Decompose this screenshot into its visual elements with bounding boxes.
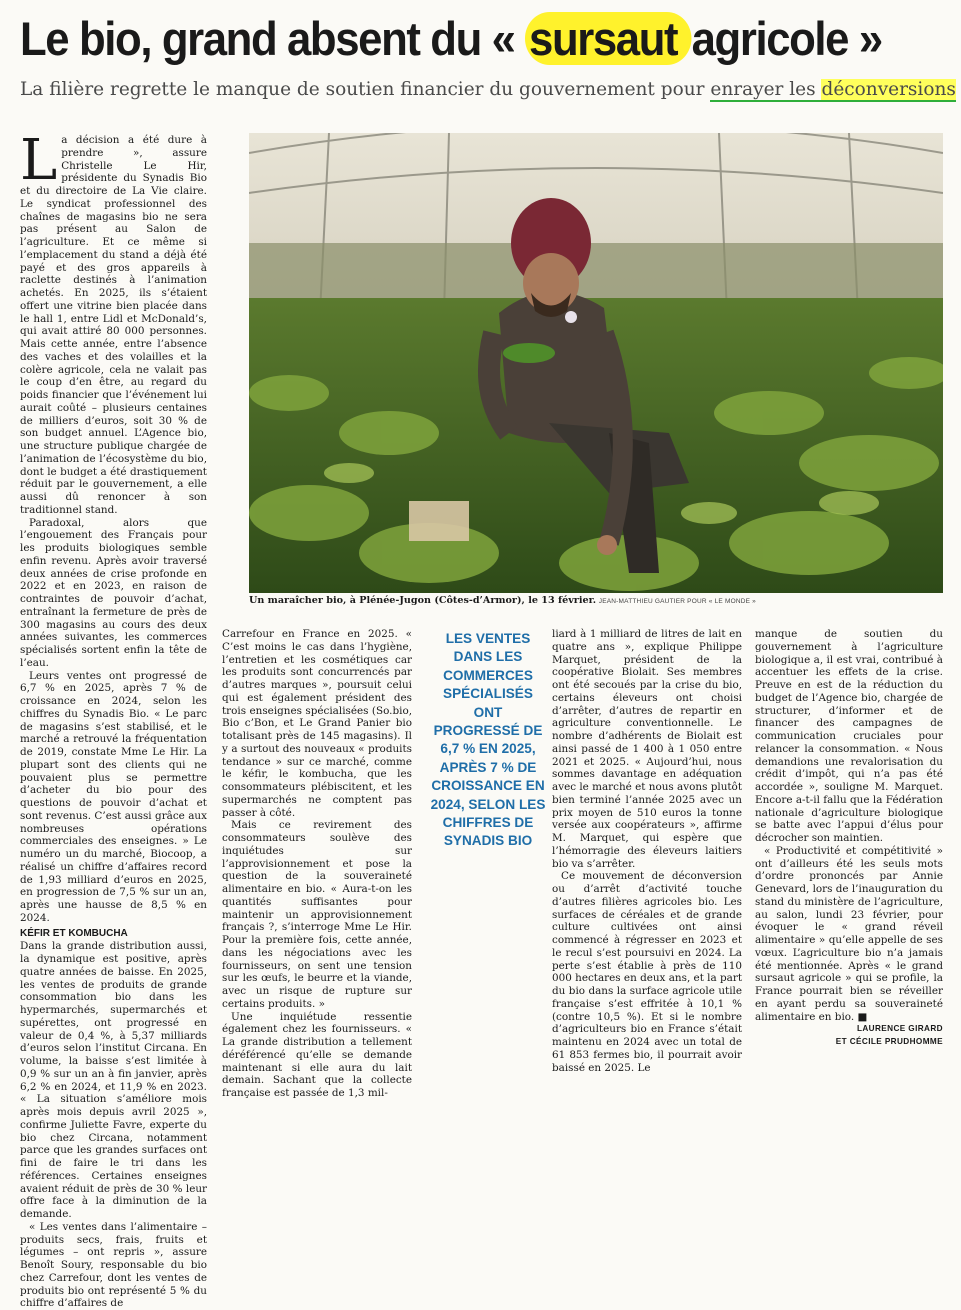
photo-credit: JEAN-MATTHIEU GAUTIER POUR « LE MONDE » xyxy=(598,598,756,605)
subhead-underline: enrayer les xyxy=(710,79,822,100)
dropcap: L xyxy=(20,128,58,193)
subheadline xyxy=(20,75,956,105)
paragraph: Mais ce revirement des consommateurs soulève des inquiétudes sur l’approvisionnement et pose la question de la souveraineté alimentaire en bio. « Aura-t-on les quantités suffisantes pour maintenir un approvisionnement français ?, s’interroge Mme Le Hir. Pour la première fois, cette année, dans les négociations avec les fournisseurs, on sent une tension sur les œufs, le beurre et la viande, avec un risque de rupture sur certains produits. » xyxy=(222,819,412,1010)
paragraph: « Productivité et compétitivité » ont d’ailleurs été les seuls mots d’ordre prononcés par Annie Genevard, lors de l’inauguration du stand du ministère de l’agriculture, au salon, lundi 23 février, pour évoquer le « grand réveil alimentaire » qu’elle appelle de ses vœux. L’agriculture bio n’a jamais été mentionnée. Après « le grand sursaut agricole » qui se profile, la France pourrait bien se réveiller en ayant perdu sa souveraineté alimentaire en bio. ■ xyxy=(755,844,943,1023)
author-signature-1: LAURENCE GIRARD xyxy=(856,1024,943,1034)
paragraph: Une inquiétude ressentie également chez les fournisseurs. « La grande distribution a tellement déréférencé qu’elle se demande maintenant si elle aura du lait demain. Sachant que la collecte française est passée de 1,3 mil- xyxy=(222,1010,412,1099)
paragraph: manque de soutien du gouvernement à l’agriculture biologique a, il est vrai, contribué à accentuer les effets de la crise. Preuve en est de la réduction du budget de l’Agence bio, chargée de structurer, d’informer et de financer des campagnes de communication cruciales pour relancer la consommation. « Nous demandions une revalorisation du crédit d’impôt, qui n’a pas été accordée », souligne M. Marquet. Encore a-t-il fallu que la Fédération nationale d’agriculture biologique se batte avec l’appui d’élus pour décrocher son maintien. xyxy=(755,628,943,844)
paragraph: Leurs ventes ont progressé de 6,7 % en 2025, après 7 % de croissance en 2024, selon les chiffres du Synadis Bio. « Le parc de magasins s’est stabilisé, et le marché a retrouvé la fréquentation de 2019, constate Mme Le Hir. La plupart sont des clients qui ne pouvaient plus se permettre d’acheter du bio pour des questions de pouvoir d’achat et sont revenus. C’est aussi grâce aux nombreuses opérations commerciales des enseignes. » Le numéro un du marché, Biocoop, a réalisé un chiffre d’affaires record de 1,93 milliard d’euros en 2025, en progression de 7,5 % sur un an, après une hausse de 8,5 % en 2024. xyxy=(20,669,207,924)
subhead-highlight: déconversions xyxy=(821,79,956,100)
headline-part2: agricole » xyxy=(691,12,882,65)
section-heading: KÉFIR ET KOMBUCHA xyxy=(20,927,128,939)
headline xyxy=(20,6,885,72)
article-column-1 xyxy=(20,128,207,1310)
paragraph: Paradoxal, alors que l’engouement des Français pour les produits biologiques semble enfin revenu. Après avoir traversé deux années de crise profonde en 2022 et en 2023, en raison de contraintes de pouvoir d’achat, entraînant la fermeture de près de 300 magasins au cours des deux années suivantes, les commerces spécialisés sortent enfin la tête de l’eau. xyxy=(20,516,207,669)
pull-quote: LES VENTES DANS LES COMMERCES SPÉCIALISÉS ONT PROGRESSÉ DE 6,7 % EN 2025, APRÈS 7 % DE CROISSANCE EN 2024, SELON LES CHIFFRES DE SYNADIS BIO xyxy=(430,631,546,849)
photo-caption xyxy=(249,595,943,606)
article-column-4 xyxy=(755,628,943,1049)
article-photo xyxy=(249,133,943,593)
paragraph: Dans la grande distribution aussi, la dynamique est positive, après quatre années de baisse. En 2025, les ventes de produits de grande consommation bio dans les hypermarchés, supermarchés et supérettes, ont progressé en valeur de 0,4 %, à 5,37 milliards d’euros selon l’institut Circana. En volume, la baisse s’est limitée à 0,9 % sur un an à fin janvier, après 6,2 % en 2024, et 11,9 % en 2023. « La situation s’améliore mois après mois depuis avril 2025 », confirme Juliette Favre, experte du bio chez Circana, notamment parce que les grandes surfaces ont fini de faire le tri dans les références. Certaines enseignes avaient réduit de près de 30 % leur offre face à la diminution de la demande. xyxy=(20,940,207,1220)
paragraph: Ce mouvement de déconversion ou d’arrêt d’activité touche d’autres filières agricoles bio. Les surfaces de céréales et de grande culture cultivées ont ainsi commencé à régresser en 2023 et le recul s’est poursuivi en 2024. La perte s’est établie à près de 110 000 hectares en deux ans, et la part du bio dans la surface agricole utile française s’est effritée à 10,1 % (contre 10,5 %). Et si le nombre d’agriculteurs bio en France s’était maintenu en 2024 avec un total de 61 853 fermes bio, il pourrait avoir baissé en 2025. Le xyxy=(552,870,742,1074)
paragraph: « Les ventes dans l’alimentaire – produits secs, frais, fruits et légumes – ont repris », assure Benoît Soury, responsable du bio chez Carrefour, dont les ventes de produits bio ont représenté 5 % du chiffre d’affaires de xyxy=(20,1220,207,1310)
paragraph: Carrefour en France en 2025. « C’est moins le cas dans l’hygiène, l’entretien et les cosmétiques car les produits sont concurrencés par d’autres marques », poursuit celui qui est également président des trois enseignes spécialisées (So.bio, Bio c’Bon, et Le Grand Panier bio totalisant près de 145 magasins). Il y a surtout des nouveaux « produits tendance » sur ce marché, comme le kéfir, le kombucha, que les consommateurs plébiscitent, et les supermarchés ne comptent pas passer à côté. xyxy=(222,628,412,819)
article-column-3 xyxy=(552,628,742,1074)
caption-text: Un maraîcher bio, à Plénée-Jugon (Côtes-d’Armor), le 13 février. xyxy=(249,595,597,606)
farmer-in-greenhouse-image xyxy=(249,133,943,593)
author-signature-2: ET CÉCILE PRUDHOMME xyxy=(835,1037,943,1046)
lead-paragraph: La décision a été dure à prendre », assure Christelle Le Hir, présidente du Synadis Bio et du directoire de La Vie claire. Le syndicat professionnel des chaînes de magasins bio ne sera pas présent au Salon de l’agriculture. Et ce même si l’emplacement du stand a déjà été payé et des gros appareils à raclette destinés à l’animation achetés. En 2025, ils s’étaient offert une vitrine bien placée dans le hall 1, entre Lidl et McDonald’s, qui avait attiré 80 000 personnes. Mais cette année, entre l’absence des vaches et des volailles et la colère agricole, cela ne valait pas le coup d’en être, au regard du poids financier que l’événement lui aurait coûté – plusieurs centaines de milliers d’euros, soit 30 % de son budget annuel. L’Agence bio, une structure publique chargée de l’animation de l’écosystème du bio, dont le budget a été drastiquement réduit par le gouvernement, a elle aussi dû renoncer à son traditionnel stand. xyxy=(20,128,207,516)
subhead-part1: La filière regrette le manque de soutien financier du gouvernement pour xyxy=(20,79,711,100)
headline-highlight: sursaut xyxy=(525,12,691,65)
article-column-2 xyxy=(222,628,412,1100)
headline-part1: Le bio, grand absent du « xyxy=(20,12,526,65)
paragraph: liard à 1 milliard de litres de lait en quatre ans », explique Philippe Marquet, président de la coopérative Biolait. Ses membres ont été secoués par la crise du bio, certains éleveurs ont choisi d’arrêter, d’autres de repartir en agriculture conventionnelle. Le nombre d’adhérents de Biolait est ainsi passé de 1 400 à 1 050 entre 2021 et 2025. « Aujourd’hui, nous sommes davantage en adéquation avec le marché et nous avons plutôt bien terminé l’année 2025 avec un prix moyen de 510 euros la tonne versée aux coopérateurs », affirme M. Marquet, qui espère que l’hémorragie des éleveurs laitiers bio va s’arrêter. xyxy=(552,628,742,870)
